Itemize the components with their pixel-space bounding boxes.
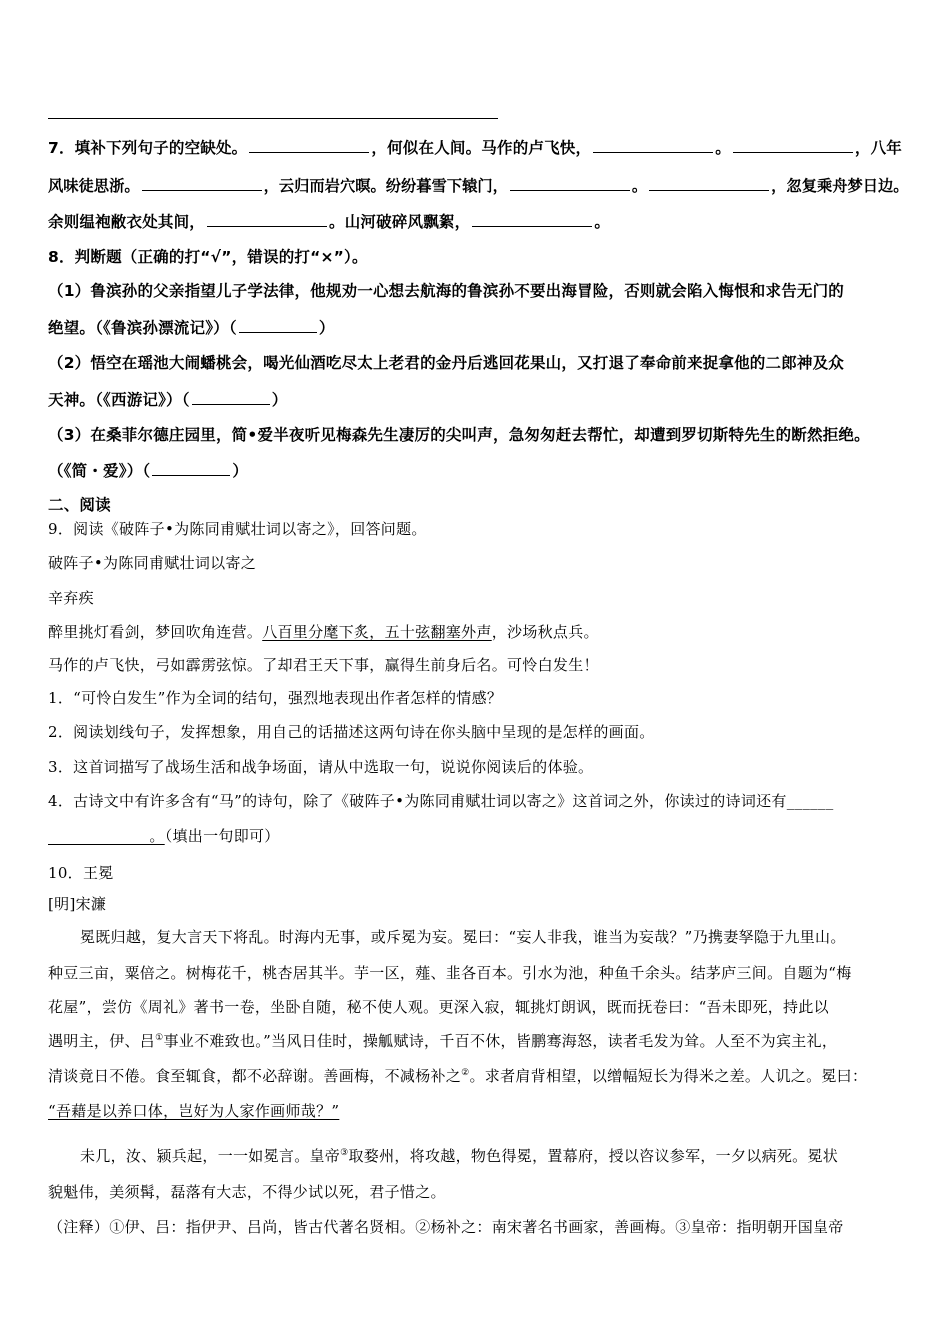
q7-line-1 [48, 136, 902, 158]
q10-title: 10．王冕 [48, 864, 114, 882]
passage-text: 取婺州，将攻越，物色得冕，置幕府，授以咨议参军，一夕以病死。冕状 [348, 1147, 839, 1165]
poem-author: 辛弃疾 [48, 589, 94, 607]
q7-text: ，云归而岩穴暝。纷纷暮雪下辕门， [263, 177, 508, 195]
q8-text: 天神。（《西游记》）（ [48, 391, 190, 409]
poem-text: ，沙场秋点兵。 [491, 623, 599, 641]
footnote-mark: ③ [340, 1148, 349, 1158]
q7-text: 余则缊袍敝衣处其间， [48, 213, 206, 231]
q9-text: （填出一句即可） [164, 827, 280, 845]
q8-item-2: （2）悟空在瑶池大闹蟠桃会，喝光仙酒吃尽太上老君的金丹后逃回花果山，又打退了奉命前来捉拿他的二郎神及众 [48, 354, 844, 372]
q9-sub-3: 3．这首词描写了战场生活和战争场面，请从中选取一句，说说你阅读后的体验。 [48, 758, 594, 776]
q8-text: 绝望。（《鲁滨孙漂流记》）（ [48, 319, 237, 337]
poem-line-2: 马作的卢飞快，弓如霹雳弦惊。了却君王天下事，赢得生前身后名。可怜白发生！ [48, 656, 599, 674]
fill-blank[interactable] [207, 212, 327, 227]
q8-text: ） [232, 462, 249, 480]
passage-line-3: 花屋”，尝仿《周礼》著书一卷，坐卧自随，秘不使人观。更深入寂，辄挑灯朗讽，既而抚卷曰：“吾未即死，持此以 [48, 998, 829, 1016]
fill-blank[interactable] [649, 176, 769, 191]
fill-blank[interactable] [249, 138, 369, 153]
underlined-verse: 八百里分麾下炙，五十弦翻塞外声 [262, 623, 492, 641]
fill-blank[interactable] [733, 138, 853, 153]
passage-notes: （注释）①伊、吕：指伊尹、吕尚，皆古代著名贤相。②杨补之：南宋著名书画家，善画梅。③皇帝：指明朝开国皇帝 [48, 1218, 844, 1236]
footnote-mark: ① [155, 1033, 164, 1043]
q8-item-3: （3）在桑菲尔德庄园里，简•爱半夜听见梅森先生凄厉的尖叫声，急匆匆赶去帮忙，却遭到罗切斯特先生的断然拒绝。 [48, 426, 870, 444]
passage-line-8: 貌魁伟，美须髯，磊落有大志，不得少试以死，君子惜之。 [48, 1183, 446, 1201]
q7-text: 。 [715, 139, 731, 157]
passage-text: 清谈竟日不倦。食至辄食，都不必辞谢。善画梅，不减杨补之 [48, 1067, 462, 1085]
q7-text: ，八年 [854, 139, 903, 157]
q9-title: 9．阅读《破阵子•为陈同甫赋壮词以寄之》，回答问题。 [48, 520, 427, 538]
q8-text: （《简・爱》）（ [48, 462, 151, 480]
q7-line-3 [48, 210, 610, 232]
answer-line [48, 118, 498, 119]
answer-blank[interactable]: _____________。 [48, 827, 165, 845]
passage-text: 。求者肩背相望，以缯幅短长为得米之差。人讥之。冕曰： [469, 1067, 868, 1085]
poem-line-1 [48, 621, 599, 642]
q10-author: [明]宋濂 [48, 895, 107, 913]
passage-text: 事业不难致也。”当风日佳时，操觚赋诗，千百不休，皆鹏骞海怒，读者毛发为耸。人至不为宾主礼， [163, 1032, 838, 1050]
judge-blank[interactable] [152, 461, 230, 476]
fill-blank[interactable] [472, 212, 592, 227]
passage-underlined-line: “吾藉是以养口体，岂好为人家作画师哉？” [48, 1102, 340, 1120]
footnote-mark: ② [461, 1068, 470, 1078]
q7-text: 。山河破碎风飘絮， [329, 213, 471, 231]
poem-text: 醉里挑灯看剑，梦回吹角连营。 [48, 623, 263, 641]
section-heading: 二、阅读 [48, 496, 111, 514]
passage-text: 未几，汝、颍兵起，一一如冕言。皇帝 [80, 1147, 341, 1165]
passage-line-2: 种豆三亩，粟倍之。树梅花千，桃杏居其半。芋一区，薤、韭各百本。引水为池，种鱼千余头。结茅庐三间。自题为“梅 [48, 964, 852, 982]
judge-blank[interactable] [192, 390, 270, 405]
fill-blank[interactable] [593, 138, 713, 153]
q7-text: 。 [631, 177, 648, 195]
q8-item-1: （1）鲁滨孙的父亲指望儿子学法律，他规劝一心想去航海的鲁滨孙不要出海冒险，否则就会陷入悔恨和求告无门的 [48, 282, 844, 300]
q9-sub-4: 4．古诗文中有许多含有“马”的诗句，除了《破阵子•为陈同甫赋壮词以寄之》这首词之外，你读过的诗词还有______ [48, 792, 834, 810]
judge-blank[interactable] [239, 318, 317, 333]
q8-item-3-cont [48, 459, 248, 481]
passage-line-1: 冕既归越，复大言天下将乱。时海内无事，或斥冕为妄。冕曰：“妄人非我，谁当为妄哉？”乃携妻孥隐于九里山。 [80, 928, 846, 946]
passage-line-7 [80, 1145, 838, 1166]
fill-blank[interactable] [142, 176, 262, 191]
passage-line-5 [48, 1065, 867, 1086]
q8-item-2-cont [48, 388, 287, 410]
q7-text: 风味徒思浙。 [48, 177, 140, 195]
q7-text: 7．填补下列句子的空缺处。 [48, 139, 248, 157]
passage-text: 遇明主，伊、吕 [48, 1032, 156, 1050]
fill-blank[interactable] [510, 176, 630, 191]
q7-text: 。 [594, 213, 611, 231]
q7-text: ，何似在人间。马作的卢飞快， [371, 139, 592, 157]
q9-sub-2: 2．阅读划线句子，发挥想象，用自己的话描述这两句诗在你头脑中呈现的是怎样的画面。 [48, 723, 655, 741]
q7-text: ，忽复乘舟梦日边。 [771, 177, 909, 195]
q7-line-2 [48, 174, 909, 196]
q8-text: ） [271, 391, 288, 409]
q9-sub-1: 1．“可怜白发生”作为全词的结句，强烈地表现出作者怎样的情感？ [48, 689, 503, 707]
q8-text: ） [318, 319, 335, 337]
q8-item-1-cont [48, 316, 335, 338]
passage-line-4 [48, 1030, 837, 1051]
q9-sub-4-cont [48, 825, 280, 846]
poem-title: 破阵子•为陈同甫赋壮词以寄之 [48, 554, 257, 572]
q8-title: 8．判断题（正确的打“√”，错误的打“×”）。 [48, 248, 368, 266]
